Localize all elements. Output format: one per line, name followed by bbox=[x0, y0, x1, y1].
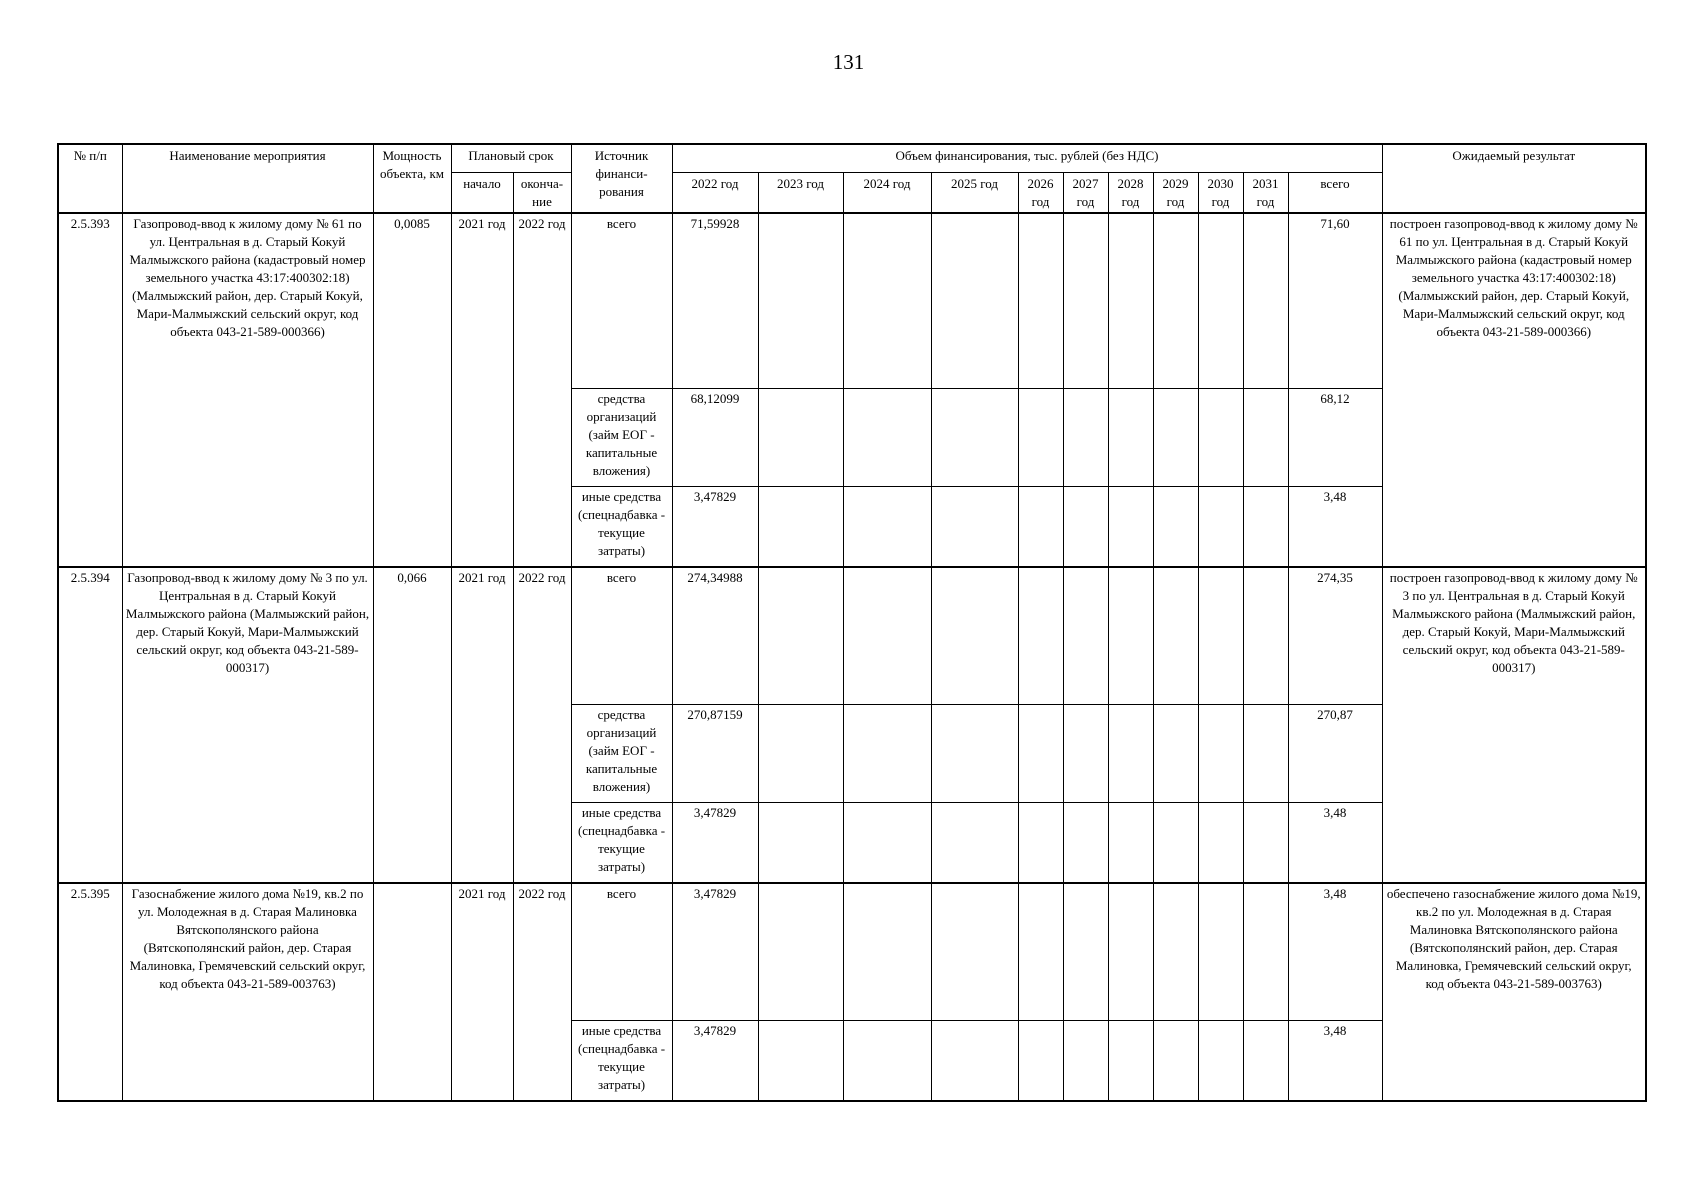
cell-total: 3,48 bbox=[1288, 487, 1382, 567]
row-capacity: 0,066 bbox=[373, 567, 451, 883]
row-source: средства организаций (займ ЕОГ - капитальные вложения) bbox=[571, 389, 672, 487]
row-num: 2.5.393 bbox=[58, 213, 122, 567]
header-num: № п/п bbox=[58, 144, 122, 213]
cell-2022: 71,59928 bbox=[672, 213, 758, 389]
table-row bbox=[58, 567, 1646, 705]
row-end: 2022 год bbox=[513, 567, 571, 883]
header-year: 2029 год bbox=[1153, 172, 1198, 213]
row-capacity: 0,0085 bbox=[373, 213, 451, 567]
row-result: обеспечено газоснабжение жилого дома №19, кв.2 по ул. Молодежная в д. Старая Малиновка Вятскополянского района (Вятскополянский район, дер. Старая Малиновка, Гремячевский сельский округ, код объекта 043-21-589-003763) bbox=[1382, 883, 1646, 1101]
cell-total: 71,60 bbox=[1288, 213, 1382, 389]
header-name: Наименование мероприятия bbox=[122, 144, 373, 213]
header-year: 2028 год bbox=[1108, 172, 1153, 213]
header-capacity: Мощность объекта, км bbox=[373, 144, 451, 213]
cell-total: 3,48 bbox=[1288, 1021, 1382, 1101]
header-year: 2027 год bbox=[1063, 172, 1108, 213]
row-source: иные средства (спецнадбавка - текущие затраты) bbox=[571, 803, 672, 883]
row-start: 2021 год bbox=[451, 883, 513, 1101]
cell-2022: 3,47829 bbox=[672, 803, 758, 883]
header-year: 2022 год bbox=[672, 172, 758, 213]
row-source: иные средства (спецнадбавка - текущие затраты) bbox=[571, 487, 672, 567]
cell-2022: 68,12099 bbox=[672, 389, 758, 487]
header-year: 2023 год bbox=[758, 172, 843, 213]
table-row bbox=[58, 213, 1646, 389]
header-start: начало bbox=[451, 172, 513, 213]
row-source: средства организаций (займ ЕОГ - капитальные вложения) bbox=[571, 705, 672, 803]
row-source: всего bbox=[571, 567, 672, 705]
cell-2022: 270,87159 bbox=[672, 705, 758, 803]
financing-table bbox=[57, 143, 1647, 1102]
row-name: Газоснабжение жилого дома №19, кв.2 по ул. Молодежная в д. Старая Малиновка Вятскополянского района (Вятскополянский район, дер. Старая Малиновка, Гремячевский сельский округ, код объекта 043-21-589-003763) bbox=[122, 883, 373, 1101]
table-row bbox=[58, 883, 1646, 1021]
cell-total: 3,48 bbox=[1288, 803, 1382, 883]
row-name: Газопровод-ввод к жилому дому № 61 по ул. Центральная в д. Старый Кокуй Малмыжского района (кадастровый номер земельного участка 43:17:400302:18) (Малмыжский район, дер. Старый Кокуй, Мари-Малмыжский сельский округ, код объекта 043-21-589-000366) bbox=[122, 213, 373, 567]
row-source: всего bbox=[571, 213, 672, 389]
header-result: Ожидаемый результат bbox=[1382, 144, 1646, 213]
cell-total: 68,12 bbox=[1288, 389, 1382, 487]
cell-2022: 3,47829 bbox=[672, 883, 758, 1021]
row-start: 2021 год bbox=[451, 567, 513, 883]
cell-2022: 3,47829 bbox=[672, 1021, 758, 1101]
cell-total: 270,87 bbox=[1288, 705, 1382, 803]
row-result: построен газопровод-ввод к жилому дому № 3 по ул. Центральная в д. Старый Кокуй Малмыжского района (Малмыжский район, дер. Старый Кокуй, Мари-Малмыжский сельский округ, код объекта 043-21-589-000317) bbox=[1382, 567, 1646, 883]
row-source: иные средства (спецнадбавка - текущие затраты) bbox=[571, 1021, 672, 1101]
header-funding: Объем финансирования, тыс. рублей (без НДС) bbox=[672, 144, 1382, 172]
cell-total: 274,35 bbox=[1288, 567, 1382, 705]
header-planned-term: Плановый срок bbox=[451, 144, 571, 172]
row-capacity bbox=[373, 883, 451, 1101]
header-year: 2030 год bbox=[1198, 172, 1243, 213]
row-num: 2.5.395 bbox=[58, 883, 122, 1101]
header-year: 2024 год bbox=[843, 172, 931, 213]
header-year: 2031 год bbox=[1243, 172, 1288, 213]
header-year: 2026 год bbox=[1018, 172, 1063, 213]
header-source: Источник финанси-рования bbox=[571, 144, 672, 213]
row-start: 2021 год bbox=[451, 213, 513, 567]
row-source: всего bbox=[571, 883, 672, 1021]
table-header bbox=[58, 144, 1646, 213]
page-number: 131 bbox=[832, 50, 865, 74]
row-name: Газопровод-ввод к жилому дому № 3 по ул. Центральная в д. Старый Кокуй Малмыжского района (Малмыжский район, дер. Старый Кокуй, Мари-Малмыжский сельский округ, код объекта 043-21-589-000317) bbox=[122, 567, 373, 883]
cell-2022: 274,34988 bbox=[672, 567, 758, 705]
header-total: всего bbox=[1288, 172, 1382, 213]
header-end: оконча-ние bbox=[513, 172, 571, 213]
cell-total: 3,48 bbox=[1288, 883, 1382, 1021]
row-num: 2.5.394 bbox=[58, 567, 122, 883]
row-result: построен газопровод-ввод к жилому дому № 61 по ул. Центральная в д. Старый Кокуй Малмыжского района (кадастровый номер земельного участка 43:17:400302:18) (Малмыжский район, дер. Старый Кокуй, Мари-Малмыжский сельский округ, код объекта 043-21-589-000366) bbox=[1382, 213, 1646, 567]
row-end: 2022 год bbox=[513, 883, 571, 1101]
row-end: 2022 год bbox=[513, 213, 571, 567]
cell-2022: 3,47829 bbox=[672, 487, 758, 567]
header-year: 2025 год bbox=[931, 172, 1018, 213]
